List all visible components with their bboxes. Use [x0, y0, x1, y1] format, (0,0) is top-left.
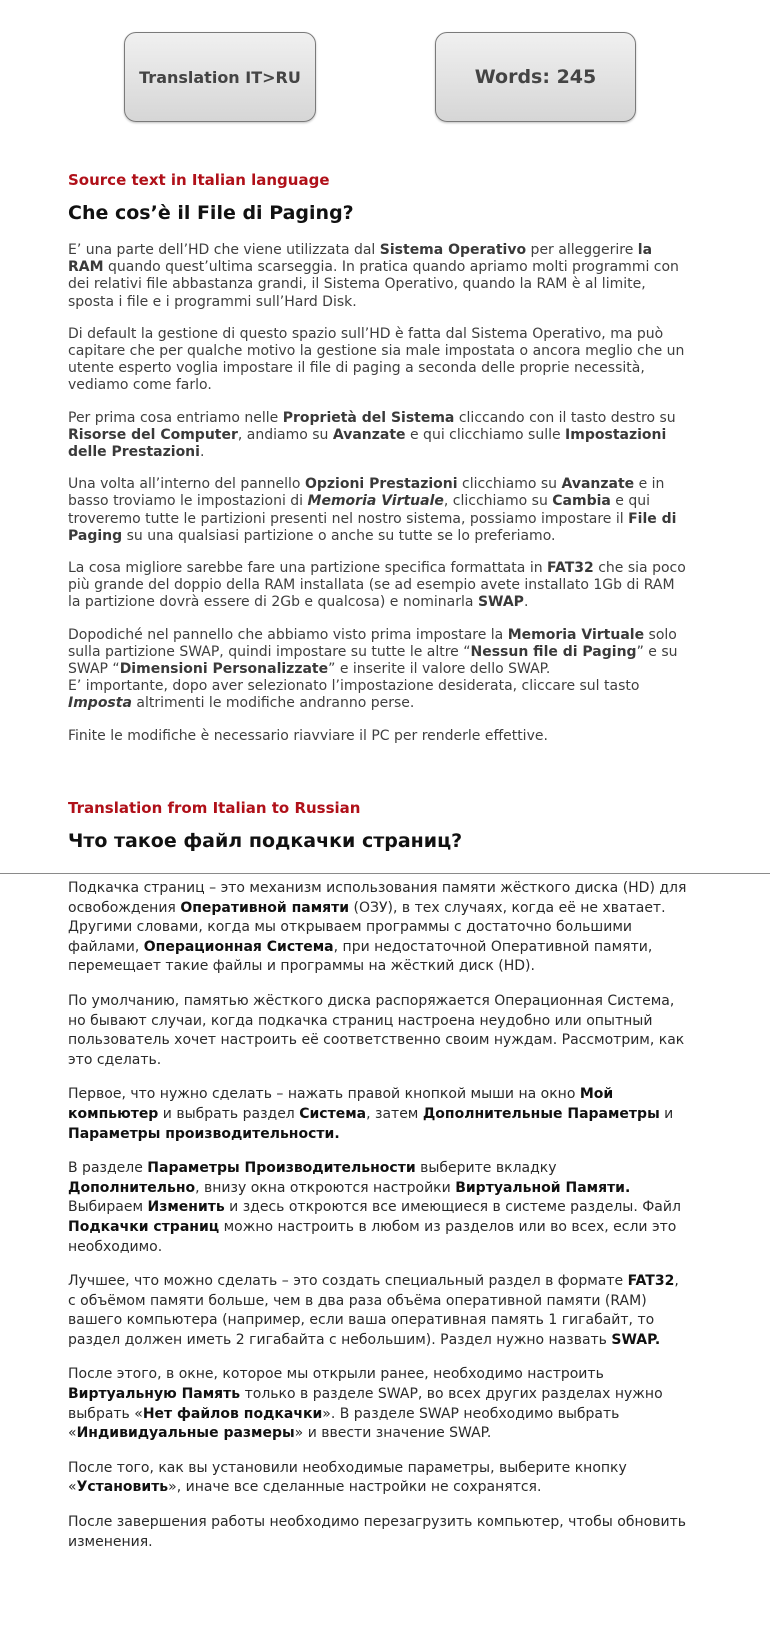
- bold-term: SWAP: [477, 594, 524, 611]
- text-run: Лучшее, что можно сделать – это создать специальный раздел в формате: [68, 1273, 628, 1290]
- text-run: После того, как вы установили необходимые параметры, выберите кнопку «: [68, 1459, 627, 1496]
- translation-paragraph: [68, 1272, 690, 1350]
- text-run: » и ввести значение SWAP.: [294, 1425, 492, 1442]
- bold-term: Параметры производительности.: [68, 1125, 340, 1142]
- text-run: можно настроить в любом из разделов или во всех, если это необходимо.: [68, 1218, 677, 1255]
- text-run: E’ una parte dell’HD che viene utilizzata dal: [68, 242, 380, 258]
- bold-term: Подкачки страниц: [68, 1218, 220, 1235]
- text-run: Выбираем: [68, 1199, 148, 1216]
- bold-term: Дополнительно: [68, 1179, 196, 1196]
- bold-term: Нет файлов подкачки: [142, 1405, 323, 1422]
- bold-term: Impostazioni delle Prestazioni: [68, 426, 667, 461]
- text-run: По умолчанию, памятью жёсткого диска распоряжается Операционная Система, но бывают случаи, когда подкачка страниц настроена неудобно или опытный пользователь хочет настроить её соответственно своим нуждам. Рассмотрим, как это сделать.: [68, 992, 685, 1068]
- text-run: , clicchiamo su: [443, 493, 553, 510]
- text-run: .: [199, 444, 205, 461]
- bold-term: Nessun file di Paging: [470, 643, 637, 660]
- translation-paragraph: [68, 1459, 690, 1498]
- bold-term: Avanzate: [332, 426, 406, 443]
- bold-term: Операционная Система: [143, 938, 334, 955]
- section-divider: [0, 873, 770, 874]
- source-label: Source text in Italian language: [68, 171, 330, 189]
- text-run: Первое, что нужно сделать – нажать правой кнопкой мыши на окно: [68, 1086, 580, 1103]
- source-section: [68, 171, 690, 760]
- text-run: и здесь откроются все имеющиеся в системе разделы. Файл: [224, 1199, 681, 1216]
- text-run: и: [659, 1105, 674, 1122]
- text-run: ». В разделе SWAP необходимо выбрать «: [68, 1405, 620, 1442]
- text-run: solo sulla partizione SWAP, quindi impostare su tutte le altre “: [68, 626, 677, 660]
- source-paragraph: [68, 560, 690, 612]
- bold-term: [308, 493, 444, 509]
- text-run: (ОЗУ), в тех случаях, когда её не хватает. Другими словами, когда мы открываем программы с достаточно большими файлами,: [68, 899, 666, 955]
- bold-term: FAT32: [547, 560, 594, 577]
- text-run: », иначе все сделанные настройки не сохранятся.: [168, 1479, 542, 1496]
- source-title: Che cos’è il File di Paging?: [68, 202, 354, 224]
- word-count-button[interactable]: Words: 245: [435, 32, 636, 122]
- translation-paragraph: [68, 992, 690, 1070]
- text-run: Una volta all’interno del pannello: [68, 476, 305, 493]
- translation-label: Translation from Italian to Russian: [68, 799, 361, 817]
- source-paragraph: [68, 410, 690, 462]
- bold-term: Cambia: [552, 493, 611, 510]
- translation-language-button[interactable]: Translation IT>RU: [124, 32, 316, 122]
- bold-term: SWAP.: [611, 1331, 661, 1348]
- text-run: Di default la gestione di questo spazio sull’HD è fatta dal Sistema Operativo, ma può capitare che per qualche motivo la gestione sia male impostata o ancora meglio che un utente esperto voglia impostare il file di paging a seconda delle proprie necessità, vediamo come farlo.: [68, 325, 685, 394]
- bold-term: la RAM: [68, 242, 653, 276]
- bold-term: Оперативной памяти: [180, 899, 350, 916]
- text-run: E’ importante, dopo aver selezionato l’impostazione desiderata, cliccare sul tasto: [68, 678, 640, 695]
- source-paragraph: [68, 326, 690, 395]
- bold-term: Виртуальной Памяти.: [455, 1179, 631, 1196]
- text-run: clicchiamo su: [457, 476, 562, 493]
- text-run: и выбрать раздел: [158, 1105, 300, 1122]
- text-run: , при недостаточной Оперативной памяти, перемещает такие файлы и программы на жёсткий диск (HD).: [68, 938, 653, 975]
- emphasis-text: Imposta: [68, 695, 132, 712]
- bold-term: Memoria Virtuale: [507, 626, 645, 643]
- source-paragraph: [68, 242, 690, 311]
- text-run: , с объёмом памяти больше, чем в два раза объёма оперативной памяти (RAM) вашего компьютера (например, если ваша оперативная память 1 гигабайт, то раздел должен иметь 2 гигабайта с небольшим). Раздел нужно назвать: [68, 1273, 679, 1348]
- bold-term: Proprietà del Sistema: [282, 409, 455, 426]
- text-run: altrimenti le modifiche andranno perse.: [131, 695, 415, 712]
- text-run: su una qualsiasi partizione o anche su tutte se lo preferiamo.: [122, 527, 556, 544]
- translation-paragraph: [68, 1365, 690, 1443]
- text-run: quando quest’ultima scarseggia. In pratica quando apriamo molti programmi con dei relativi file abbastanza grandi, il Sistema Operativo, quando la RAM è al limite, sposta i file e i programmi sull’Hard Disk.: [68, 259, 679, 310]
- translation-paragraph: [68, 879, 690, 977]
- bold-term: Установить: [76, 1479, 169, 1496]
- text-run: только в разделе SWAP, во всех других разделах нужно выбрать «: [68, 1386, 663, 1422]
- text-run: e qui troveremo tutte le partizioni presenti nel nostro sistema, possiamo impostare il: [68, 493, 651, 527]
- text-run: Dopodiché nel pannello che abbiamo visto prima impostare la: [68, 626, 508, 643]
- text-run: .: [523, 594, 529, 611]
- bold-term: Мой компьютер: [68, 1086, 614, 1122]
- text-run: La cosa migliore sarebbe fare una partizione specifica formattata in: [68, 560, 548, 577]
- text-run: После завершения работы необходимо перезагрузить компьютер, чтобы обновить изменения.: [68, 1514, 686, 1550]
- bold-term: Изменить: [147, 1199, 225, 1216]
- bold-term: Параметры Производительности: [147, 1160, 416, 1177]
- text-run: per alleggerire: [526, 242, 638, 258]
- bold-term: Sistema Operativo: [379, 242, 527, 258]
- text-run: , andiamo su: [237, 426, 333, 443]
- bold-term: Дополнительные Параметры: [422, 1105, 660, 1122]
- text-run: e in basso troviamo le impostazioni di: [68, 476, 665, 510]
- source-paragraphs: [68, 242, 690, 745]
- source-paragraph: [68, 627, 690, 713]
- translation-paragraph: [68, 1085, 690, 1144]
- bold-term: File di Paging: [68, 510, 677, 544]
- text-run: che sia poco più grande del doppio della RAM installata (se ad esempio avete installato 1Gb di RAM la partizione dovrà essere di 2Gb e qualcosa) e nominarla: [68, 560, 686, 611]
- source-paragraph: [68, 728, 690, 745]
- text-run: После этого, в окне, которое мы открыли ранее, необходимо настроить: [68, 1366, 604, 1383]
- bold-term: Opzioni Prestazioni: [304, 476, 458, 493]
- bold-term: Risorse del Computer: [68, 426, 238, 443]
- bold-term: Индивидуальные размеры: [76, 1425, 295, 1442]
- bold-term: FAT32: [627, 1273, 675, 1290]
- bold-term: Avanzate: [561, 476, 635, 493]
- text-run: , внизу окна откроются настройки: [195, 1179, 456, 1196]
- bold-term: Виртуальную Память: [68, 1386, 241, 1403]
- text-run: cliccando con il tasto destro su: [454, 409, 676, 426]
- source-paragraph: [68, 476, 690, 545]
- text-run: Подкачка страниц – это механизм использования памяти жёсткого диска (HD) для освобождения: [68, 880, 687, 916]
- text-run: В разделе: [68, 1160, 148, 1177]
- emphasis-text: Memoria Virtuale: [307, 493, 444, 510]
- bold-term: Система: [299, 1105, 367, 1122]
- translation-header: [68, 799, 690, 852]
- translation-paragraphs: [68, 879, 690, 1552]
- text-run: Per prima cosa entriamo nelle: [68, 409, 283, 426]
- text-run: Finite le modifiche è necessario riavviare il PC per renderle effettive.: [68, 727, 548, 744]
- translation-section: [68, 879, 690, 1567]
- bold-term: [68, 695, 132, 711]
- text-run: , затем: [366, 1105, 423, 1122]
- translation-paragraph: [68, 1159, 690, 1257]
- translation-paragraph: [68, 1513, 690, 1552]
- translation-title: Что такое файл подкачки страниц?: [68, 830, 463, 852]
- bold-term: Dimensioni Personalizzate: [119, 661, 329, 678]
- text-run: выберите вкладку: [415, 1160, 557, 1177]
- text-run: e qui clicchiamo sulle: [405, 426, 566, 443]
- text-run: ” e su SWAP “: [68, 643, 678, 678]
- text-run: ” e inserite il valore dello SWAP.: [328, 661, 551, 678]
